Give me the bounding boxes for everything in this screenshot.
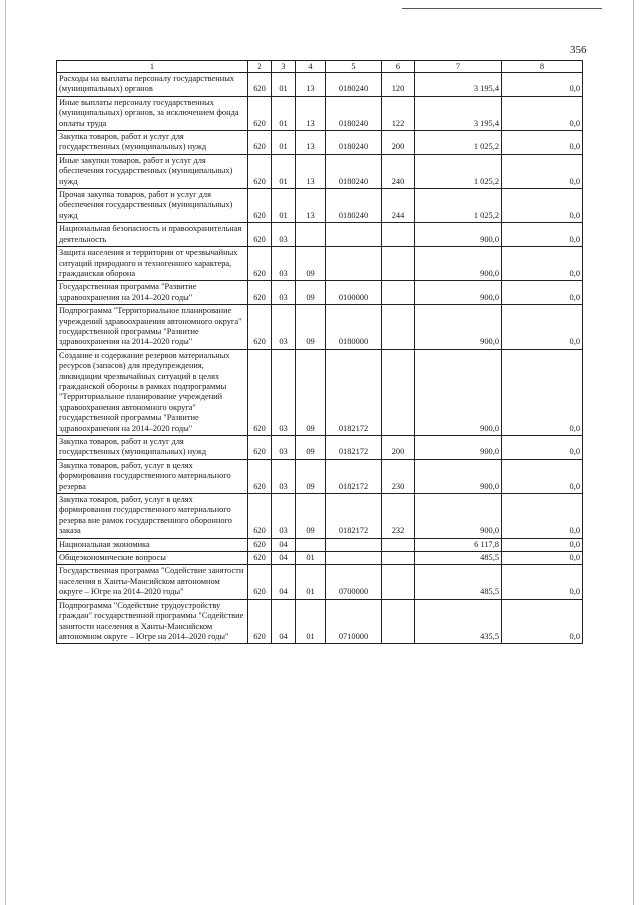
row-name-cell: Иные закупки товаров, работ и услуг для обеспечения государственных (муниципальных) нужд (57, 154, 248, 188)
amount-7-cell: 900,0 (415, 436, 502, 460)
amount-8-cell: 0,0 (502, 154, 583, 188)
table-row (57, 552, 583, 565)
code-5-cell (326, 552, 382, 565)
code-6-cell (382, 565, 415, 599)
code-2-cell: 620 (248, 223, 272, 247)
column-header-8: 8 (502, 61, 583, 73)
code-3-cell: 03 (272, 281, 296, 305)
code-4-cell (296, 538, 326, 551)
row-name-cell: Государственная программа "Развитие здравоохранения на 2014–2020 годы" (57, 281, 248, 305)
code-3-cell: 03 (272, 436, 296, 460)
code-5-cell: 0182172 (326, 459, 382, 493)
code-4-cell (296, 223, 326, 247)
row-name-cell: Создание и содержание резервов материальных ресурсов (запасов) для предупреждения, ликвидации чрезвычайных ситуаций в целях гражданской обороны в рамках подпрограммы "Территориальное планирование учреждений здравоохранения автономного округа" государственной программы "Развитие здравоохранения на 2014–2020 годы" (57, 349, 248, 435)
row-name-cell: Закупка товаров, работ, услуг в целях формирования государственного материального резерва вне рамок государственного оборонного заказа (57, 494, 248, 539)
amount-7-cell: 6 117,8 (415, 538, 502, 551)
code-5-cell: 0180240 (326, 96, 382, 130)
code-4-cell: 09 (296, 349, 326, 435)
amount-8-cell: 0,0 (502, 305, 583, 350)
row-name-cell: Иные выплаты персоналу государственных (муниципальных) органов, за исключением фонда оплаты труда (57, 96, 248, 130)
column-header-1: 1 (57, 61, 248, 73)
code-5-cell: 0180240 (326, 131, 382, 155)
code-2-cell: 620 (248, 552, 272, 565)
code-2-cell: 620 (248, 154, 272, 188)
code-2-cell: 620 (248, 599, 272, 644)
code-4-cell: 13 (296, 189, 326, 223)
code-4-cell: 09 (296, 247, 326, 281)
table-row (57, 73, 583, 97)
code-4-cell: 13 (296, 96, 326, 130)
code-3-cell: 03 (272, 305, 296, 350)
table-row (57, 459, 583, 493)
code-2-cell: 620 (248, 436, 272, 460)
code-3-cell: 01 (272, 154, 296, 188)
code-6-cell: 232 (382, 494, 415, 539)
amount-8-cell: 0,0 (502, 552, 583, 565)
code-5-cell: 0700000 (326, 565, 382, 599)
code-4-cell: 13 (296, 73, 326, 97)
table-row (57, 599, 583, 644)
column-header-3: 3 (272, 61, 296, 73)
table-row (57, 96, 583, 130)
amount-8-cell: 0,0 (502, 247, 583, 281)
code-5-cell: 0180240 (326, 189, 382, 223)
code-2-cell: 620 (248, 565, 272, 599)
code-3-cell: 01 (272, 189, 296, 223)
code-4-cell: 13 (296, 131, 326, 155)
code-6-cell: 200 (382, 436, 415, 460)
code-5-cell: 0180240 (326, 73, 382, 97)
row-name-cell: Подпрограмма "Территориальное планирование учреждений здравоохранения автономного округа" государственной программы "Развитие здравоохранения на 2014–2020 годы" (57, 305, 248, 350)
code-2-cell: 620 (248, 131, 272, 155)
table-row (57, 305, 583, 350)
code-3-cell: 04 (272, 565, 296, 599)
code-3-cell: 03 (272, 459, 296, 493)
code-2-cell: 620 (248, 459, 272, 493)
table-body (57, 73, 583, 644)
amount-7-cell: 485,5 (415, 552, 502, 565)
code-2-cell: 620 (248, 538, 272, 551)
amount-7-cell: 435,5 (415, 599, 502, 644)
table-row (57, 349, 583, 435)
table-row (57, 494, 583, 539)
amount-8-cell: 0,0 (502, 494, 583, 539)
code-2-cell: 620 (248, 247, 272, 281)
code-2-cell: 620 (248, 189, 272, 223)
code-3-cell: 04 (272, 538, 296, 551)
row-name-cell: Защита населения и территории от чрезвычайных ситуаций природного и техногенного характера, гражданская оборона (57, 247, 248, 281)
code-4-cell: 09 (296, 281, 326, 305)
table-row (57, 189, 583, 223)
amount-8-cell: 0,0 (502, 459, 583, 493)
left-scan-edge (5, 0, 6, 905)
code-4-cell: 01 (296, 599, 326, 644)
table-row (57, 131, 583, 155)
code-6-cell (382, 349, 415, 435)
code-4-cell: 01 (296, 565, 326, 599)
amount-7-cell: 900,0 (415, 459, 502, 493)
code-3-cell: 03 (272, 247, 296, 281)
code-4-cell: 09 (296, 459, 326, 493)
code-3-cell: 03 (272, 349, 296, 435)
code-6-cell: 200 (382, 131, 415, 155)
code-5-cell: 0710000 (326, 599, 382, 644)
code-4-cell: 09 (296, 305, 326, 350)
amount-7-cell: 900,0 (415, 223, 502, 247)
code-4-cell: 01 (296, 552, 326, 565)
row-name-cell: Национальная безопасность и правоохранительная деятельность (57, 223, 248, 247)
code-6-cell: 240 (382, 154, 415, 188)
table-row (57, 154, 583, 188)
code-4-cell: 09 (296, 436, 326, 460)
row-name-cell: Общеэкономические вопросы (57, 552, 248, 565)
amount-7-cell: 900,0 (415, 349, 502, 435)
code-6-cell (382, 305, 415, 350)
code-3-cell: 04 (272, 599, 296, 644)
code-6-cell (382, 538, 415, 551)
table-row (57, 436, 583, 460)
row-name-cell: Закупка товаров, работ и услуг для государственных (муниципальных) нужд (57, 436, 248, 460)
code-4-cell: 09 (296, 494, 326, 539)
code-5-cell: 0180240 (326, 154, 382, 188)
code-6-cell (382, 599, 415, 644)
row-name-cell: Закупка товаров, работ и услуг для государственных (муниципальных) нужд (57, 131, 248, 155)
amount-7-cell: 900,0 (415, 247, 502, 281)
amount-7-cell: 485,5 (415, 565, 502, 599)
table-header (57, 61, 583, 73)
right-scan-edge (633, 0, 634, 905)
header-row (57, 61, 583, 73)
code-6-cell (382, 223, 415, 247)
page-number: 356 (570, 44, 587, 56)
code-2-cell: 620 (248, 305, 272, 350)
code-3-cell: 01 (272, 73, 296, 97)
row-name-cell: Государственная программа "Содействие занятости населения в Ханты-Мансийском автономном округе – Югре на 2014–2020 годы" (57, 565, 248, 599)
code-6-cell (382, 247, 415, 281)
column-header-4: 4 (296, 61, 326, 73)
top-scan-rule (402, 8, 602, 9)
amount-8-cell: 0,0 (502, 436, 583, 460)
amount-8-cell: 0,0 (502, 599, 583, 644)
code-3-cell: 01 (272, 96, 296, 130)
code-4-cell: 13 (296, 154, 326, 188)
code-6-cell: 244 (382, 189, 415, 223)
code-5-cell: 0182172 (326, 349, 382, 435)
amount-7-cell: 900,0 (415, 494, 502, 539)
amount-8-cell: 0,0 (502, 96, 583, 130)
amount-8-cell: 0,0 (502, 281, 583, 305)
code-3-cell: 04 (272, 552, 296, 565)
amount-7-cell: 3 195,4 (415, 96, 502, 130)
amount-8-cell: 0,0 (502, 538, 583, 551)
row-name-cell: Прочая закупка товаров, работ и услуг для обеспечения государственных (муниципальных) нужд (57, 189, 248, 223)
code-5-cell: 0180000 (326, 305, 382, 350)
table-row (57, 565, 583, 599)
code-2-cell: 620 (248, 281, 272, 305)
amount-8-cell: 0,0 (502, 349, 583, 435)
code-3-cell: 01 (272, 131, 296, 155)
column-header-5: 5 (326, 61, 382, 73)
amount-7-cell: 900,0 (415, 305, 502, 350)
code-5-cell: 0182172 (326, 436, 382, 460)
amount-7-cell: 1 025,2 (415, 189, 502, 223)
row-name-cell: Закупка товаров, работ, услуг в целях формирования государственного материального резерва (57, 459, 248, 493)
table-row (57, 223, 583, 247)
code-2-cell: 620 (248, 349, 272, 435)
code-2-cell: 620 (248, 96, 272, 130)
amount-8-cell: 0,0 (502, 73, 583, 97)
code-5-cell (326, 538, 382, 551)
code-3-cell: 03 (272, 223, 296, 247)
row-name-cell: Подпрограмма "Содействие трудоустройству граждан" государственной программы "Содействие занятости населения в Ханты-Мансийском автономном округе – Югре на 2014–2020 годы" (57, 599, 248, 644)
row-name-cell: Национальная экономика (57, 538, 248, 551)
amount-8-cell: 0,0 (502, 223, 583, 247)
code-6-cell: 230 (382, 459, 415, 493)
table-row (57, 247, 583, 281)
row-name-cell: Расходы на выплаты персоналу государственных (муниципальных) органов (57, 73, 248, 97)
budget-table (56, 60, 583, 644)
column-header-2: 2 (248, 61, 272, 73)
code-6-cell (382, 281, 415, 305)
code-6-cell (382, 552, 415, 565)
amount-7-cell: 1 025,2 (415, 154, 502, 188)
amount-8-cell: 0,0 (502, 131, 583, 155)
amount-7-cell: 1 025,2 (415, 131, 502, 155)
code-5-cell (326, 247, 382, 281)
code-3-cell: 03 (272, 494, 296, 539)
amount-8-cell: 0,0 (502, 189, 583, 223)
code-2-cell: 620 (248, 73, 272, 97)
code-5-cell: 0100000 (326, 281, 382, 305)
column-header-7: 7 (415, 61, 502, 73)
table-row (57, 281, 583, 305)
table-row (57, 538, 583, 551)
amount-7-cell: 3 195,4 (415, 73, 502, 97)
column-header-6: 6 (382, 61, 415, 73)
code-5-cell (326, 223, 382, 247)
amount-7-cell: 900,0 (415, 281, 502, 305)
amount-8-cell: 0,0 (502, 565, 583, 599)
code-6-cell: 122 (382, 96, 415, 130)
code-5-cell: 0182172 (326, 494, 382, 539)
code-6-cell: 120 (382, 73, 415, 97)
code-2-cell: 620 (248, 494, 272, 539)
